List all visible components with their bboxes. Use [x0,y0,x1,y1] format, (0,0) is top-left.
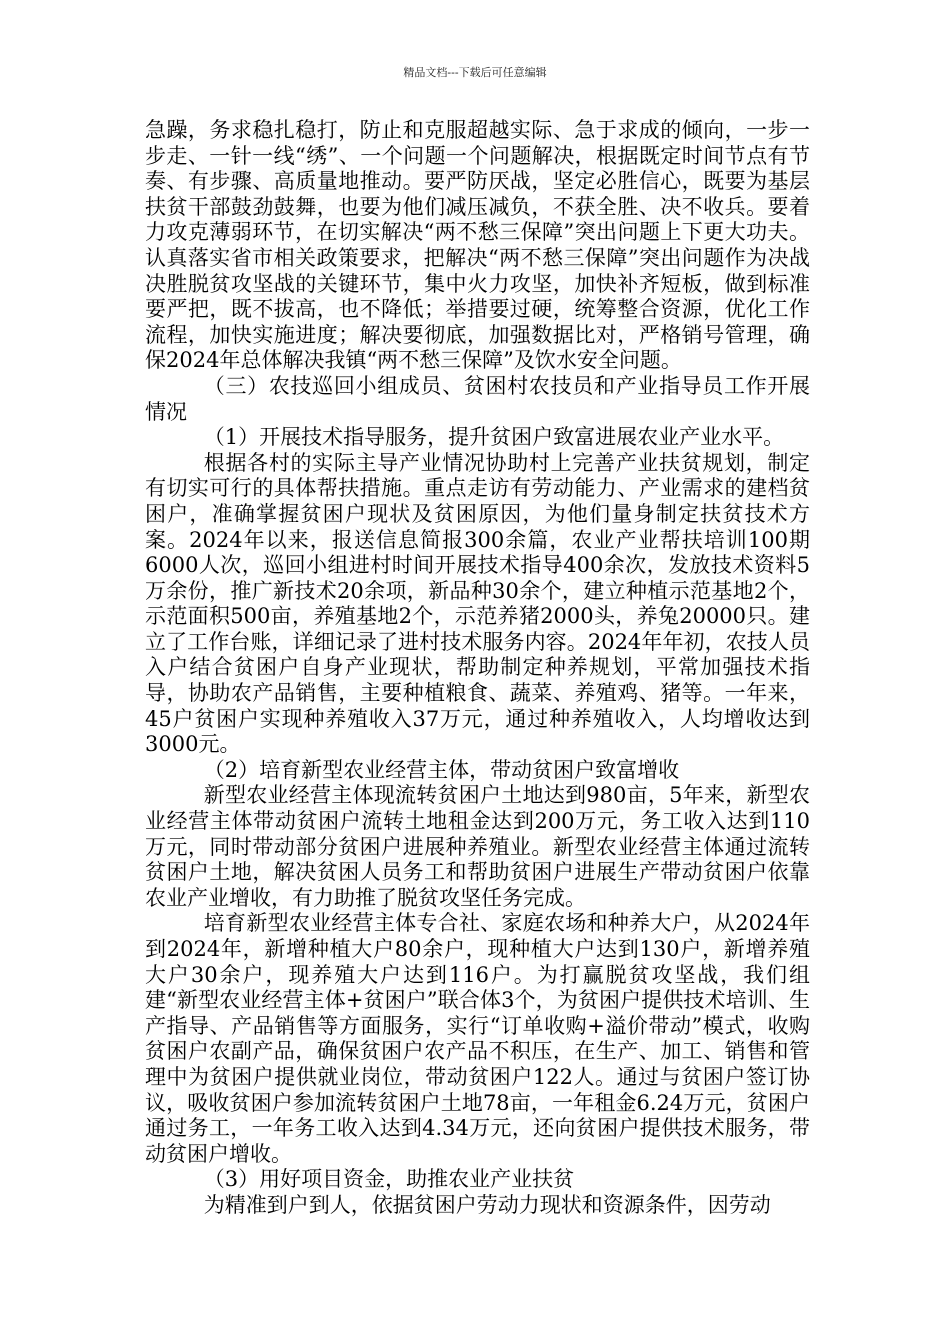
document-body [145,118,810,1219]
paragraph-land-transfer: 新型农业经营主体现流转贫困户土地达到980亩，5年来，新型农业经营主体带动贫困户流转土地租金达到200万元，务工收入达到110万元，同时带动部分贫困户进展种养殖业。新型农业经营主体通过流转贫困户土地，解决贫困人员务工和帮助贫困户进展生产带动贫困户依靠农业产业增收，有力助推了脱贫攻坚任务完成。 [145,783,810,910]
page-header: 精品文档---下载后可任意编辑 [403,66,547,79]
paragraph-project-funds: 为精准到户到人，依据贫困户劳动力现状和资源条件，因劳动 [203,1192,771,1217]
paragraph-tech-guidance: 根据各村的实际主导产业情况协助村上完善产业扶贫规划，制定有切实可行的具体帮扶措施。重点走访有劳动能力、产业需求的建档贫困户，准确掌握贫困户现状及贫困原因，为他们量身制定扶贫技术方案。2024年以来，报送信息简报300余篇，农业产业帮扶培训100期6000人次，巡回小组进村时间开展技术指导400余次，发放技术资料5万余份，推广新技术20余项，新品种30余个，建立种植示范基地2个，示范面积500亩，养殖基地2个，示范养猪2000头，养兔20000只。建立了工作台账，详细记录了进村技术服务内容。2024年年初，农技人员入户结合贫困户自身产业现状，帮助制定种养规划，平常加强技术指导，协助农产品销售，主要种植粮食、蔬菜、养殖鸡、猪等。一年来，45户贫困户实现种养殖收入37万元，通过种养殖收入，人均增收达到3000元。 [145,450,810,757]
subheading-3: （3）用好项目资金，助推农业产业扶贫 [203,1167,575,1192]
paragraph-continuation: 急躁，务求稳扎稳打，防止和克服超越实际、急于求成的倾向，一步一步走、一针一线“绣”、一个问题一个问题解决，根据既定时间节点有节奏、有步骤、高质量地推动。要严防厌战，坚定必胜信心，既要为基层扶贫干部鼓劲鼓舞，也要为他们减压减负，不获全胜、决不收兵。要着力攻克薄弱环节，在切实解决“两不愁三保障”突出问题上下更大功夫。认真落实省市相关政策要求，把解决“两不愁三保障”突出问题作为决战决胜脱贫攻坚战的关键环节，集中火力攻坚，加快补齐短板，做到标准要严把，既不拔高，也不降低；举措要过硬，统筹整合资源，优化工作流程，加快实施进度；解决要彻底，加强数据比对，严格销号管理，确保2024年总体解决我镇“两不愁三保障”及饮水安全问题。 [145,118,810,373]
subheading-2: （2）培育新型农业经营主体，带动贫困户致富增收 [203,757,680,782]
section-heading-3: （三）农技巡回小组成员、贫困村农技员和产业指导员工作开展情况 [145,373,810,424]
paragraph-new-entities: 培育新型农业经营主体专合社、家庭农场和种养大户，从2024年到2024年，新增种植大户80余户，现种植大户达到130户，新增养殖大户30余户，现养殖大户达到116户。为打赢脱贫攻坚战，我们组建“新型农业经营主体+贫困户”联合体3个，为贫困户提供技术培训、生产指导、产品销售等方面服务，实行“订单收购+溢价带动”模式，收购贫困户农副产品，确保贫困户农产品不积压，在生产、加工、销售和管理中为贫困户提供就业岗位，带动贫困户122人。通过与贫困户签订协议，吸收贫困户参加流转贫困户土地78亩，一年租金6.24万元，贫困户通过务工，一年务工收入达到4.34万元，还向贫困户提供技术服务，带动贫困户增收。 [145,911,810,1166]
subheading-1: （1）开展技术指导服务，提升贫困户致富进展农业产业水平。 [203,425,785,450]
